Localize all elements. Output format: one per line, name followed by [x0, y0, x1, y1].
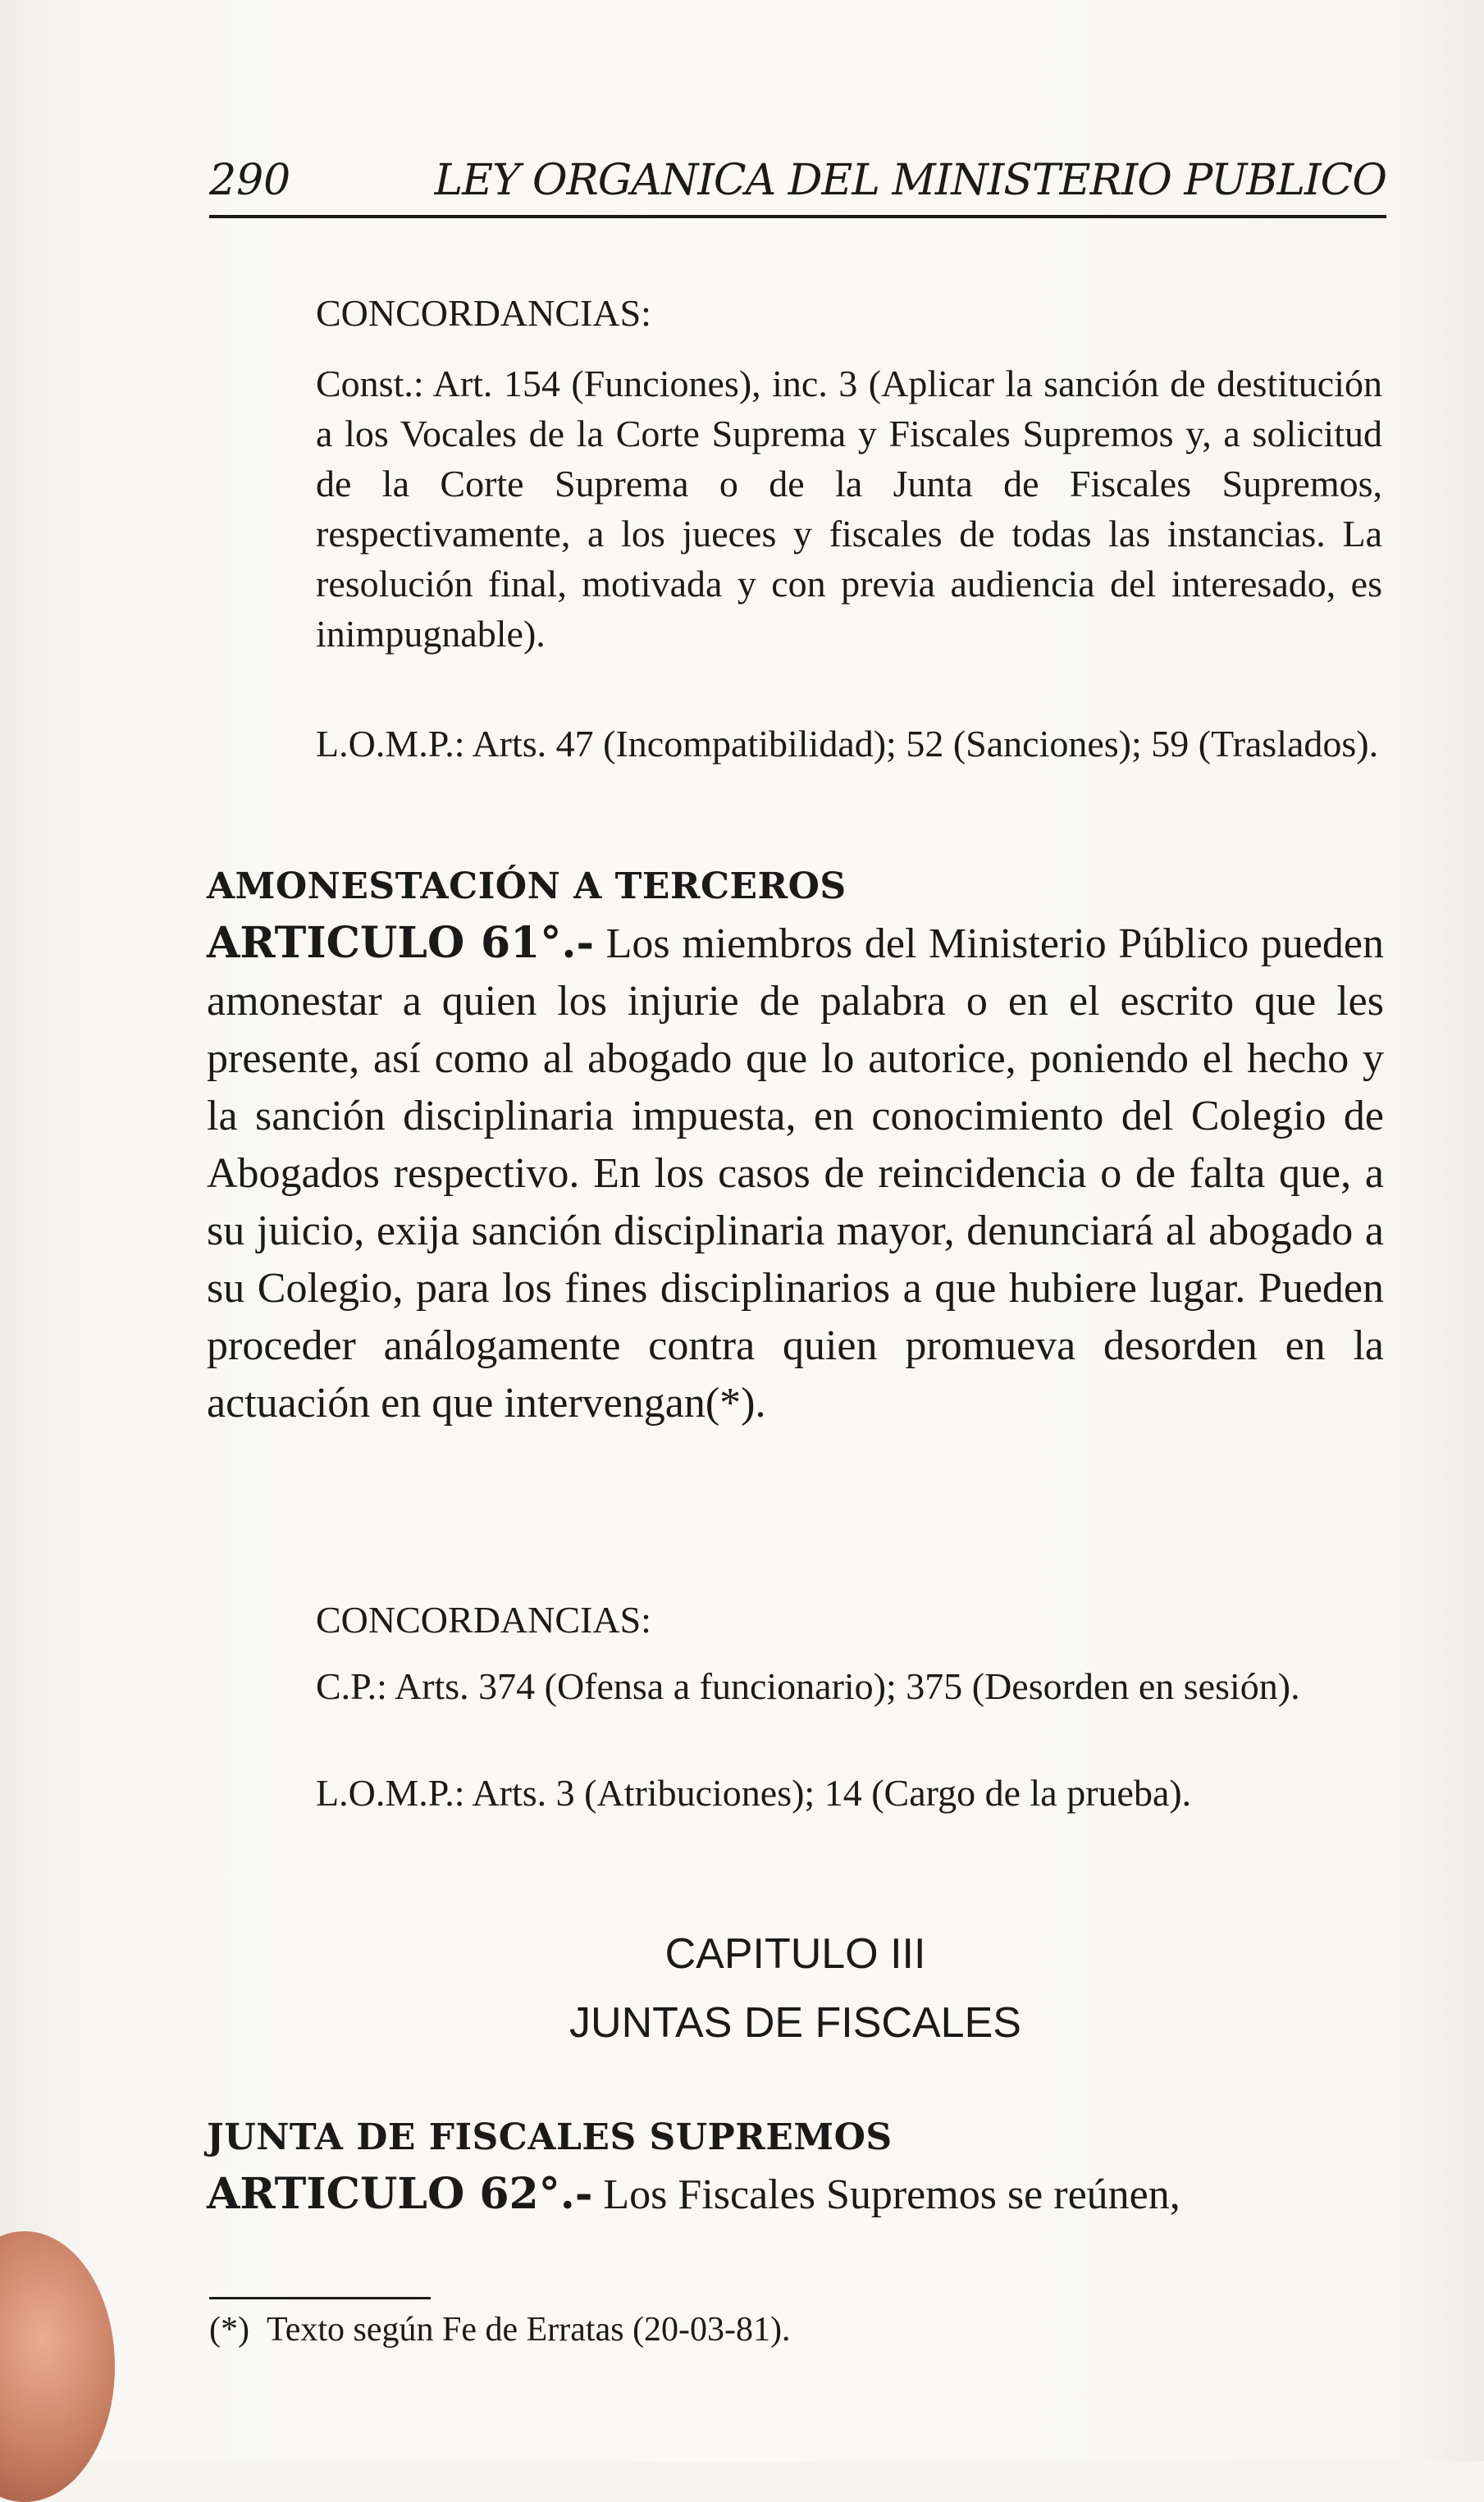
article-62-label: ARTICULO 62°.-: [207, 2169, 593, 2219]
footnote-marker: (*): [209, 2311, 249, 2349]
header-rule: [209, 215, 1386, 218]
article-61-text: Los miembros del Ministerio Público pueden amonestar a quien los injurie de palabra o en el escrito que les presente, así como al abogado que lo autorice, poniendo el hecho y la sanción disciplinaria impuesta, en conocimiento del Colegio de Abogados respectivo. En los casos de reincidencia o de falta que, a su juicio, exija sanción disciplinaria mayor, denunciará al abogado a su Colegio, para los fines disciplinarios a que hubiere lugar. Pueden proceder análogamente contra quien promueva desorden en la actuación en que intervengan(*).: [207, 920, 1384, 1427]
concordancia-lomp-2: L.O.M.P.: Arts. 3 (Atribuciones); 14 (Cargo de la prueba).: [316, 1772, 1192, 1814]
chapter-number: CAPITULO III: [664, 1930, 926, 1978]
concordancia-const: Const.: Art. 154 (Funciones), inc. 3 (Aplicar la sanción de destitución a los Vocales de la Corte Suprema y Fiscales Supremos y, a solicitud de la Corte Suprema o de la Junta de Fiscales Supremos, respectivamente, a los jueces y fiscales de todas las instancias. La resolución final, motivada y con previa audiencia del interesado, es inimpugnable).: [316, 363, 1382, 655]
concordancias-label: CONCORDANCIAS:: [316, 292, 651, 334]
footnote: [209, 2307, 1276, 2353]
footnote-text: Texto según Fe de Erratas (20-03-81).: [266, 2311, 791, 2349]
thumb-image: [0, 2231, 115, 2502]
article-61-label: ARTICULO 61°.-: [207, 918, 595, 968]
footnote-rule: [209, 2297, 431, 2299]
article-62-paragraph: [207, 2166, 1384, 2224]
chapter-heading: [207, 1920, 1384, 2057]
running-title: LEY ORGANICA DEL MINISTERIO PUBLICO: [434, 156, 1386, 205]
article-61-paragraph: [207, 915, 1384, 1432]
page-header: [209, 156, 1386, 217]
article-62-text: Los Fiscales Supremos se reúnen,: [592, 2171, 1180, 2218]
section-heading-junta: JUNTA DE FISCALES SUPREMOS: [207, 2116, 893, 2158]
concordancias-label-2: CONCORDANCIAS:: [316, 1599, 651, 1641]
section-heading-amonestacion: AMONESTACIÓN A TERCEROS: [207, 865, 847, 907]
concordancia-cp: C.P.: Arts. 374 (Ofensa a funcionario); 375 (Desorden en sesión).: [316, 1665, 1300, 1707]
page-number: 290: [209, 156, 291, 205]
concordancia-lomp: L.O.M.P.: Arts. 47 (Incompatibilidad); 52 (Sanciones); 59 (Traslados).: [316, 723, 1379, 765]
chapter-title: JUNTAS DE FISCALES: [569, 1999, 1021, 2047]
